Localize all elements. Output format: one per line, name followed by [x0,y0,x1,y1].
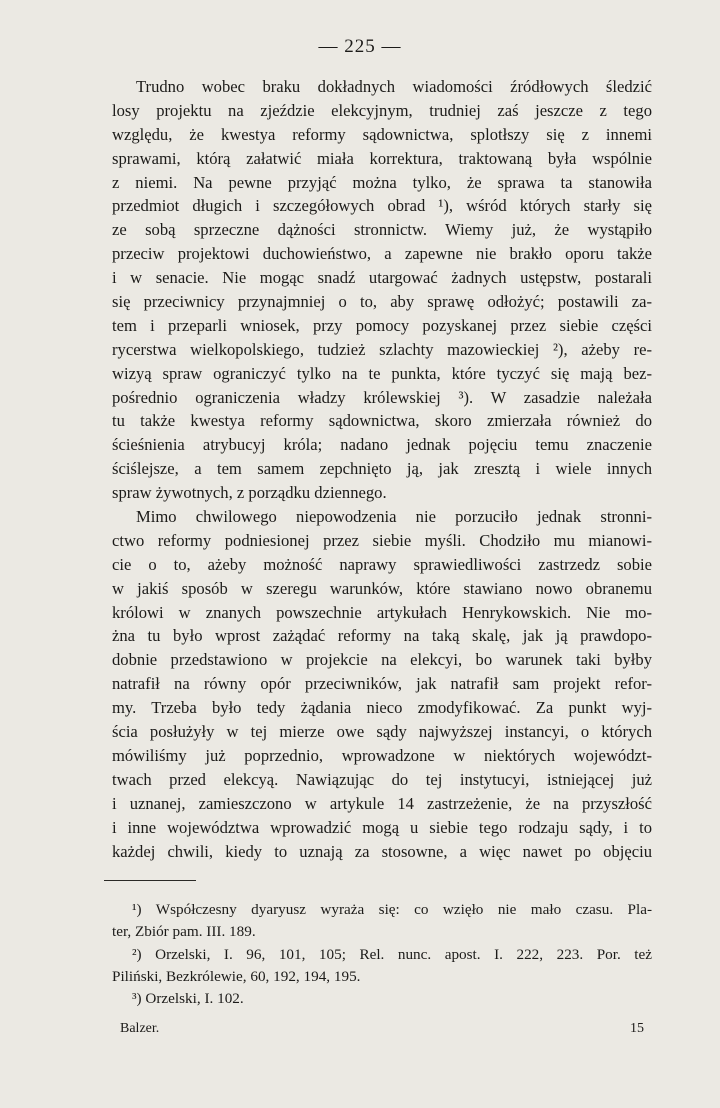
text-line: i uznanej, zamieszczono w artykule 14 zastrzeżenie, że na przyszłość [112,793,652,813]
text-line: przedmiot długich i szczegółowych obrad ¹), wśród których starły się [112,196,652,216]
text-line: ścia posłużyły w tej mierze owe sądy najwyższej instancyi, o których [112,722,652,742]
footnote-separator [104,880,196,881]
text-line: i w senacie. Nie mogąc snadź utargować żadnych ustępstw, postarali [112,268,652,288]
text-line: żna tu było wprost zażądać reformy na taką skalę, jak ją prawdopo- [112,626,652,646]
text-line: każdej chwili, kiedy to uznają za stosowne, a więc nawet po objęciu [112,841,652,861]
text-line: względu, że kwestya reformy sądownictwa, splotłszy się z innemi [112,124,652,144]
footnote-line: ³) Orzelski, I. 102. [132,990,244,1008]
text-line: w jakiś sposób w szeregu warunków, które stawiano nowo obranemu [112,578,652,598]
page-number-header: — 225 — [318,36,402,57]
text-line: wizyą spraw ograniczyć tylko na te punkta, które tyczyć się mają bez- [112,363,652,383]
text-line: z niemi. Na pewne przyjąć można tylko, że sprawa ta stanowiła [112,172,652,192]
text-line: rycerstwa wielkopolskiego, tudzież szlachty mazowieckiej ²), ażeby re- [112,339,652,359]
footnote-line: ²) Orzelski, I. 96, 101, 105; Rel. nunc. apost. I. 222, 223. Por. też [132,945,652,963]
footnote-line: ¹) Współczesny dyaryusz wyraża się: co wzięło nie mało czasu. Pla- [132,901,652,918]
text-line: sprawami, którą załatwić miała korrektura, traktowaną była wspólnie [112,148,652,168]
text-line: przeciw projektowi duchowieństwo, a zapewne nie brakło oporu także [112,244,652,264]
text-line: Mimo chwilowego niepowodzenia nie porzuciło jednak stronni- [136,507,652,527]
text-line: my. Trzeba było tedy żądania nieco zmodyfikować. Za punkt wyj- [112,698,652,718]
text-line: królowi w znanych powszechnie artykułach Henrykowskich. Nie mo- [112,602,652,622]
text-line: spraw żywotnych, z porządku dziennego. [112,483,387,503]
text-line: ctwo reformy podniesionej przez siebie myśli. Chodziło mu mianowi- [112,530,652,550]
text-line: ściślejsze, a tem samem zepchnięto ją, jak zresztą i wiele innych [112,459,652,479]
printer-signature-author: Balzer. [120,1021,160,1036]
footnote-line: ter, Zbiór pam. III. 189. [112,923,256,941]
text-line: pośrednio ograniczenia władzy królewskiej ³). W zasadzie należała [112,387,652,407]
text-line: cie o to, ażeby możność naprawy sprawiedliwości zastrzedz sobie [112,554,652,574]
footnotes [112,899,652,1010]
text-line: i inne województwa wprowadzić mogą u siebie tego rodzaju sądy, i to [112,817,652,837]
footnote-line: Piliński, Bezkrólewie, 60, 192, 194, 195. [112,967,361,985]
text-line: tu także kwestya reformy sądownictwa, skoro zmierzała również do [112,411,652,431]
text-line: tem i przeparli wniosek, przy pomocy pozyskanej przez siebie części [112,315,652,335]
body-text [112,75,652,863]
text-line: mówiliśmy już poprzednio, wprowadzone w niektórych województ- [112,745,652,765]
text-line: się przeciwnicy przynajmniej o to, aby sprawę odłożyć; postawili za- [112,292,652,312]
printer-signature-number: 15 [630,1021,644,1036]
text-line: Trudno wobec braku dokładnych wiadomości źródłowych śledzić [136,77,652,96]
text-line: ścieśnienia atrybucyj króla; nadano jednak pojęciu temu znaczenie [112,435,652,455]
text-line: losy projektu na zjeździe elekcyjnym, trudniej zaś jeszcze z tego [112,100,652,120]
text-line: dobnie przedstawiono w projekcie na elekcyi, bo warunek taki byłby [112,650,652,670]
text-line: natrafił na równy opór przeciwników, jak natrafił sam projekt refor- [112,674,652,694]
text-line: twach przed elekcyą. Nawiązując do tej instytucyi, istniejącej już [112,769,652,789]
text-line: ze sobą sprzeczne dążności stronnictw. Wiemy już, że wystąpiło [112,220,652,240]
